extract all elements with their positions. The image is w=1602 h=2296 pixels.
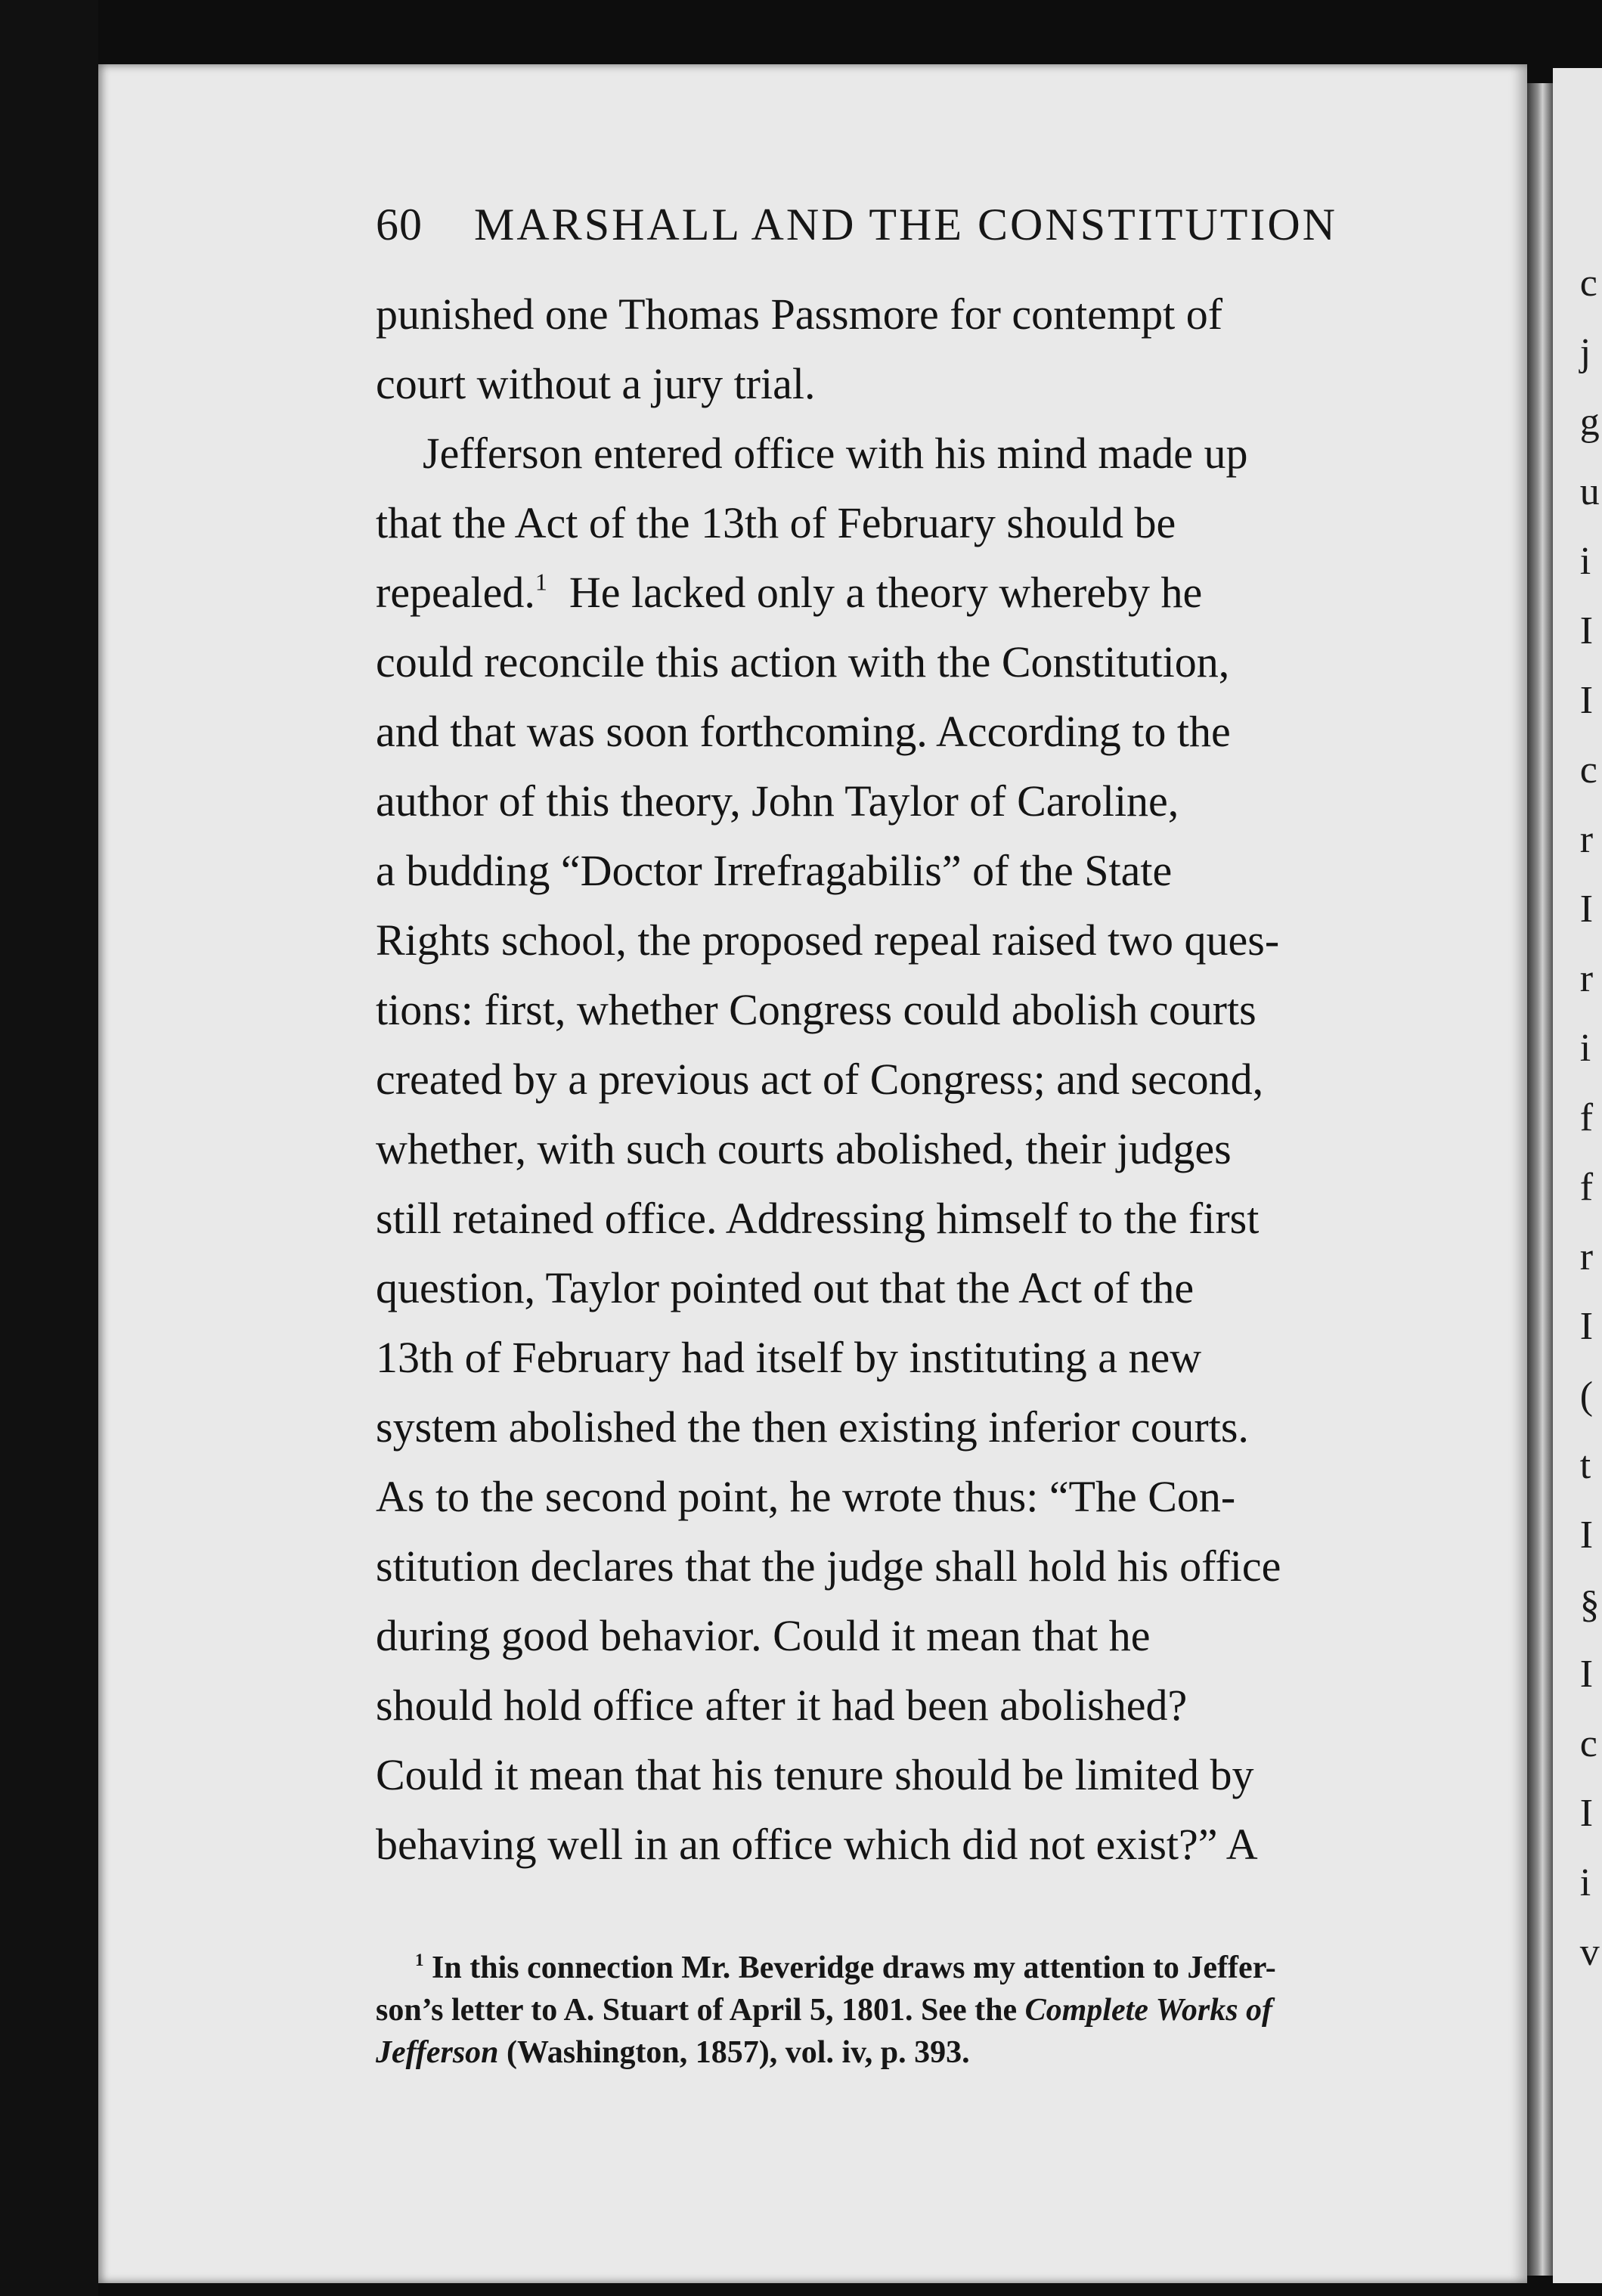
adjacent-page-glyph: r — [1579, 1235, 1594, 1278]
adjacent-page-glyph: g — [1579, 401, 1600, 444]
text-line: court without a jury trial. — [376, 359, 816, 408]
adjacent-page-glyph: u — [1579, 470, 1600, 513]
adjacent-page-glyph: I — [1579, 1514, 1594, 1557]
book-spine — [1527, 83, 1553, 2276]
text-line: and that was soon forthcoming. According to the — [376, 707, 1231, 756]
adjacent-page-glyph: j — [1579, 331, 1591, 374]
adjacent-page-glyph: I — [1579, 1653, 1594, 1696]
body-text — [376, 280, 1480, 1879]
adjacent-page-glyph: i — [1579, 1861, 1591, 1904]
text-line: tions: first, whether Congress could abolish courts — [376, 985, 1257, 1034]
adjacent-page-glyph: I — [1579, 1792, 1594, 1835]
text-line: 13th of February had itself by instituting a new — [376, 1333, 1202, 1382]
text-line: should hold office after it had been abolished? — [376, 1681, 1188, 1730]
adjacent-page-glyph: i — [1579, 1027, 1591, 1070]
adjacent-page-glyph: I — [1579, 1305, 1594, 1348]
adjacent-page-glyph: c — [1579, 748, 1597, 792]
text-line: created by a previous act of Congress; and second, — [376, 1055, 1264, 1104]
text-line: Rights school, the proposed repeal raised two ques- — [376, 916, 1280, 965]
footnote-line: son’s letter to A. Stuart of April 5, 1801. See the Complete Works of — [376, 1993, 1273, 2028]
adjacent-page-glyph: I — [1579, 609, 1594, 652]
adjacent-page-glyph: t — [1579, 1444, 1591, 1487]
adjacent-page-glyph: i — [1579, 540, 1591, 583]
adjacent-page-edge — [1553, 68, 1602, 2283]
footnote-line: Jefferson (Washington, 1857), vol. iv, p. 393. — [376, 2035, 970, 2070]
footnote-marker: 1 — [415, 1949, 424, 1969]
text-line: As to the second point, he wrote thus: “The Con- — [376, 1472, 1236, 1521]
text-line: punished one Thomas Passmore for contempt of — [376, 290, 1223, 339]
adjacent-page-glyph: c — [1579, 262, 1597, 305]
footnote-marker: 1 — [535, 569, 547, 596]
text-line: repealed.$^1$ He lacked only a theory whereby he — [376, 568, 1203, 617]
page-number: 60 — [376, 200, 423, 249]
text-line: that the Act of the 13th of February should be — [376, 498, 1176, 547]
adjacent-page-glyph: ( — [1579, 1374, 1594, 1418]
text-line: could reconcile this action with the Constitution, — [376, 637, 1230, 686]
text-line: behaving well in an office which did not exist?” A — [376, 1820, 1258, 1869]
text-line: system abolished the then existing inferior courts. — [376, 1402, 1249, 1452]
adjacent-page-glyph: v — [1579, 1931, 1600, 1974]
adjacent-page-glyph: c — [1579, 1722, 1597, 1765]
text-line: Could it mean that his tenure should be limited by — [376, 1750, 1254, 1799]
running-title: MARSHALL AND THE CONSTITUTION — [474, 200, 1337, 249]
text-line: author of this theory, John Taylor of Caroline, — [376, 776, 1179, 826]
adjacent-page-glyph: I — [1579, 888, 1594, 931]
text-line: question, Taylor pointed out that the Act of the — [376, 1263, 1195, 1312]
footnote — [376, 1947, 1480, 2074]
adjacent-page-glyph: I — [1579, 679, 1594, 722]
adjacent-page-glyph: f — [1579, 1096, 1594, 1139]
running-header — [376, 199, 1393, 251]
adjacent-page-glyph: r — [1579, 818, 1594, 861]
text-line: Jefferson entered office with his mind made up — [423, 429, 1248, 478]
text-line: stitution declares that the judge shall hold his office — [376, 1542, 1281, 1591]
adjacent-page-glyph: r — [1579, 957, 1594, 1000]
text-line: whether, with such courts abolished, their judges — [376, 1124, 1232, 1173]
text-line: still retained office. Addressing himself to the first — [376, 1194, 1260, 1243]
scan-background-left — [0, 0, 98, 2296]
text-line: during good behavior. Could it mean that he — [376, 1611, 1151, 1660]
footnote-line: $^1$ In this connection Mr. Beveridge draws my attention to Jeffer- — [415, 1949, 1276, 1985]
text-line: a budding “Doctor Irrefragabilis” of the State — [376, 846, 1173, 895]
adjacent-page-glyph: § — [1579, 1583, 1600, 1626]
adjacent-page-glyph: f — [1579, 1166, 1594, 1209]
